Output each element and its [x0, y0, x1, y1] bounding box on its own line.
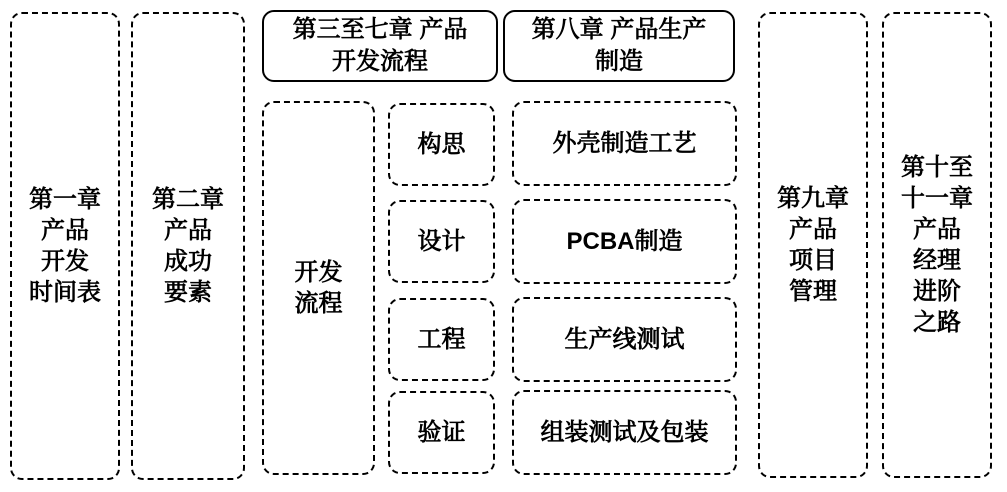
chapter-9-box	[758, 12, 868, 478]
chapter-1-label: 第一章 产品 开发 时间表	[29, 186, 101, 306]
chapters-10-11-label: 第十至 十一章 产品 经理 进阶 之路	[901, 154, 973, 336]
dev-stage-ideation-box	[388, 103, 495, 186]
mfg-step-pcba-label: PCBA制造	[566, 228, 683, 255]
chapter-9-label: 第九章 产品 项目 管理	[777, 185, 849, 305]
dev-stage-ideation-label: 构思	[417, 131, 466, 158]
chapter-2-label: 第二章 产品 成功 要素	[152, 186, 224, 306]
dev-stage-design-label: 设计	[417, 228, 466, 255]
dev-stage-validation-label: 验证	[417, 419, 466, 446]
chapters-3-7-header-box	[262, 10, 498, 82]
chapter-2-box	[131, 12, 245, 480]
mfg-step-line-test-label: 生产线测试	[564, 326, 685, 353]
mfg-step-line-test-box	[512, 297, 737, 382]
mfg-step-enclosure-label: 外壳制造工艺	[552, 130, 697, 157]
mfg-step-pcba-box	[512, 199, 737, 284]
mfg-step-enclosure-box	[512, 101, 737, 186]
chapter-8-header-box	[503, 10, 735, 82]
dev-flow-label: 开发 流程	[294, 259, 343, 317]
dev-flow-box	[262, 101, 375, 475]
dev-stage-engineering-label: 工程	[417, 326, 466, 353]
mfg-step-assembly-box	[512, 390, 737, 475]
mfg-step-assembly-label: 组装测试及包装	[540, 419, 709, 446]
dev-stage-design-box	[388, 200, 495, 283]
chapter-1-box	[10, 12, 120, 480]
chapter-8-header-label: 第八章 产品生产 制造	[531, 16, 707, 75]
dev-stage-validation-box	[388, 391, 495, 474]
chapters-3-7-header-label: 第三至七章 产品 开发流程	[292, 16, 468, 75]
dev-stage-engineering-box	[388, 298, 495, 381]
chapters-10-11-box	[882, 12, 992, 478]
